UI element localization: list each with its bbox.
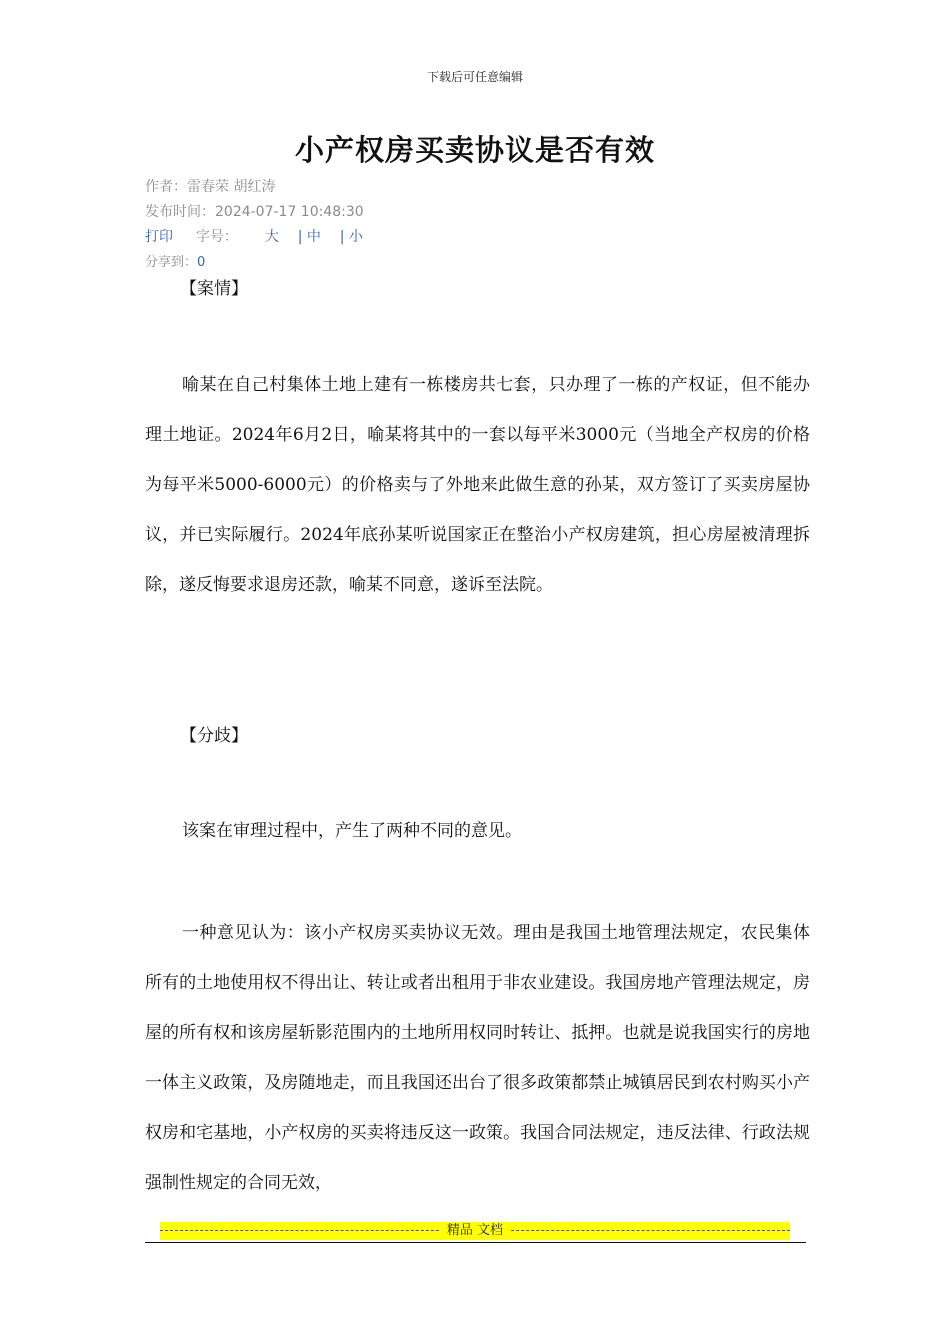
publish-time-label: 发布时间： [145,204,215,220]
font-size-label: 字号： [195,229,238,245]
font-size-small-link[interactable]: 小 [348,229,363,245]
dispute-heading: 【分歧】 [180,726,248,746]
tools-line [145,226,363,246]
opinion-paragraph: 一种意见认为：该小产权房买卖协议无效。理由是我国土地管理法规定，农民集体所有的土地使用权不得出让、转让或者出租用于非农业建设。我国房地产管理法规定，房屋的所有权和该房屋斩影范围内的土地所用权同时转让、抵押。也就是说我国实行的房地一体主义政策，及房随地走，而且我国还出台了很多政策都禁止城镇居民到农村购买小产权房和宅基地，小产权房的买卖将违反这一政策。我国合同法规定，违反法律、行政法规强制性规定的合同无效， [145,923,810,1193]
case-heading: 【案情】 [180,279,248,299]
publish-time-line [145,201,364,221]
separator: | [297,229,303,245]
footer-label [0,1222,950,1240]
font-size-large-link[interactable]: 大 [264,229,279,245]
author-line [145,176,275,196]
page-title: 小产权房买卖协议是否有效 [294,133,655,167]
publish-time-value: 2024-07-17 10:48:30 [215,204,364,220]
header-note: 下载后可任意编辑 [426,70,523,84]
font-size-medium-link[interactable]: 中 [306,229,321,245]
author-label: 作者： [145,179,187,195]
author-value: 雷春荣 胡红涛 [187,179,276,195]
print-link[interactable]: 打印 [145,229,173,245]
share-label: 分享到： [145,255,198,270]
separator: | [339,229,345,245]
share-count[interactable]: 0 [197,255,206,270]
case-paragraph: 喻某在自己村集体土地上建有一栋楼房共七套，只办理了一栋的产权证，但不能办理土地证。2024年6月2日，喻某将其中的一套以每平米3000元（当地全产权房的价格为每平米5000-6000元）的价格卖与了外地来此做生意的孙某，双方签订了买卖房屋协议，并已实际履行。2024年底孙某听说国家正在整治小产权房建筑，担心房屋被清理拆除，遂反悔要求退房还款，喻某不同意，遂诉至法院。 [145,375,810,595]
footer-rule [145,1242,806,1243]
footer-label-text: 精品 文档 [439,1223,511,1238]
dispute-paragraph: 该案在审理过程中，产生了两种不同的意见。 [182,821,522,841]
share-line [145,251,205,270]
